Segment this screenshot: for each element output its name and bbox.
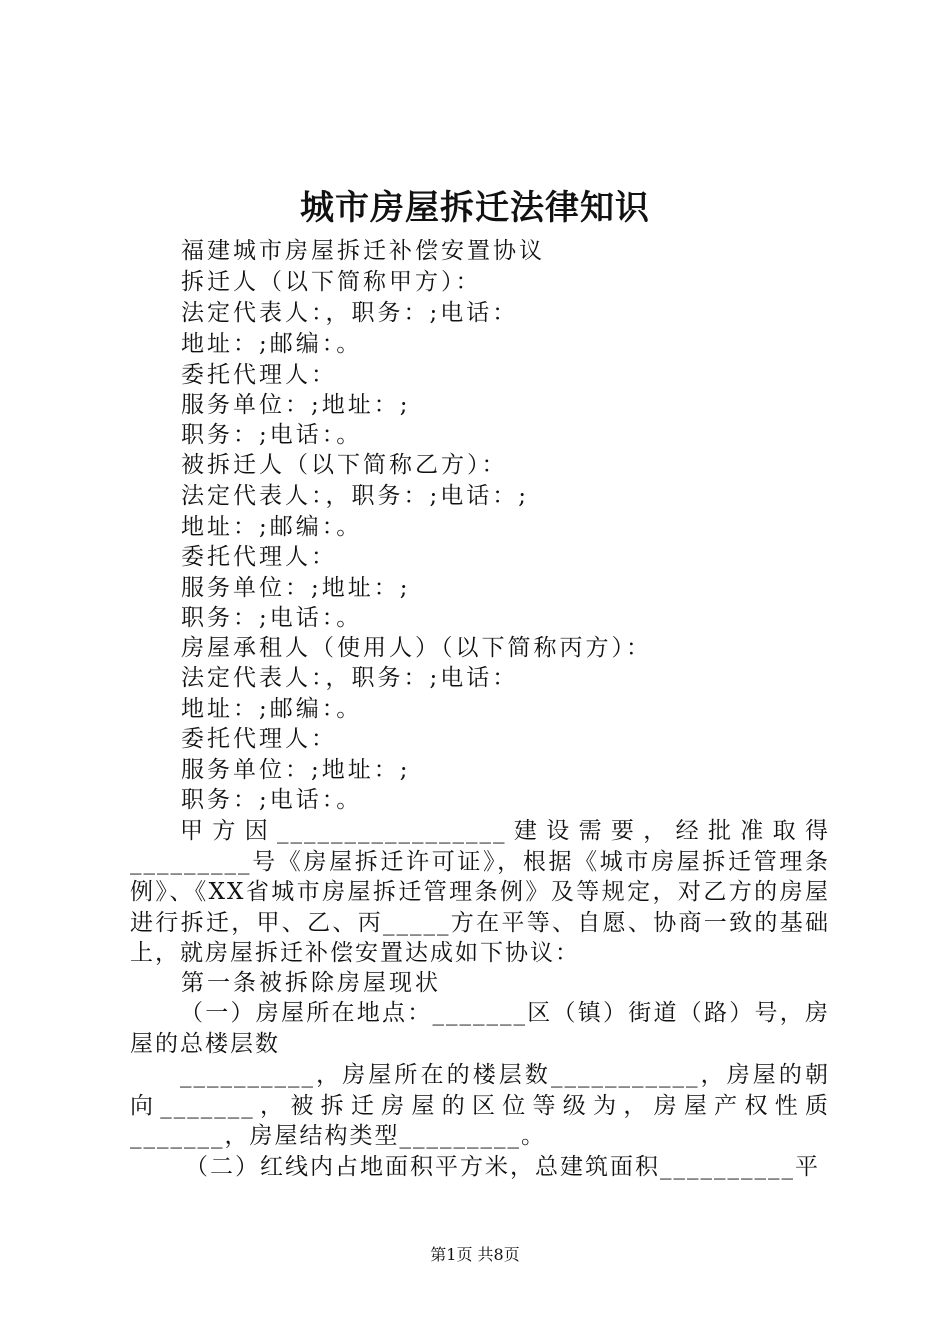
text-line: 服务单位：;地址：;	[181, 757, 411, 783]
text-line: 职务：;电话：。	[181, 787, 363, 813]
text-line: 法定代表人：，职务：;电话：	[181, 665, 519, 691]
text-line: 拆迁人（以下简称甲方）：	[181, 269, 482, 295]
text-line: 被拆迁人（以下简称乙方）：	[181, 452, 508, 478]
item-paragraph: （二）红线内占地面积平方米，总建筑面积__________平	[185, 1154, 820, 1180]
text-line: 福建城市房屋拆迁补偿安置协议	[181, 238, 545, 264]
intro-paragraph: 甲方因_________________建设需要，经批准取得_________号《房屋拆迁许可证》，根据《城市房屋拆迁管理条例》、《XX省城市房屋拆迁管理条例》及等规定，对乙方的房屋进行拆迁，甲、乙、丙_____方在平等、自愿、协商一致的基础上，就房屋拆迁补偿安置达成如下协议：	[130, 818, 830, 966]
document-title: 城市房屋拆迁法律知识	[300, 188, 650, 228]
article-heading: 第一条被拆除房屋现状	[181, 970, 441, 996]
text-line: 地址：;邮编：。	[181, 331, 363, 357]
text-line: 委托代理人：	[181, 726, 337, 752]
item-paragraph: （一）房屋所在地点：_______区（镇）街道（路）号，房屋的总楼层数	[130, 1000, 830, 1057]
text-line: 地址：;邮编：。	[181, 696, 363, 722]
text-line: 地址：;邮编：。	[181, 514, 363, 540]
text-line: 委托代理人：	[181, 362, 337, 388]
text-line: 房屋承租人（使用人）（以下简称丙方）：	[181, 635, 652, 661]
page-number: 第1页 共8页	[430, 1245, 520, 1264]
text-line: 服务单位：;地址：;	[181, 575, 411, 601]
text-line: 委托代理人：	[181, 544, 337, 570]
text-line: 职务：;电话：。	[181, 605, 363, 631]
text-line: 服务单位：;地址：;	[181, 392, 411, 418]
item-paragraph-continued: __________，房屋所在的楼层数___________，房屋的朝向_______，被拆迁房屋的区位等级为，房屋产权性质_______，房屋结构类型_________。	[130, 1062, 830, 1149]
text-line: 法定代表人：，职务：;电话：;	[181, 483, 529, 509]
text-line: 职务：;电话：。	[181, 422, 363, 448]
text-line: 法定代表人：，职务：;电话：	[181, 300, 519, 326]
